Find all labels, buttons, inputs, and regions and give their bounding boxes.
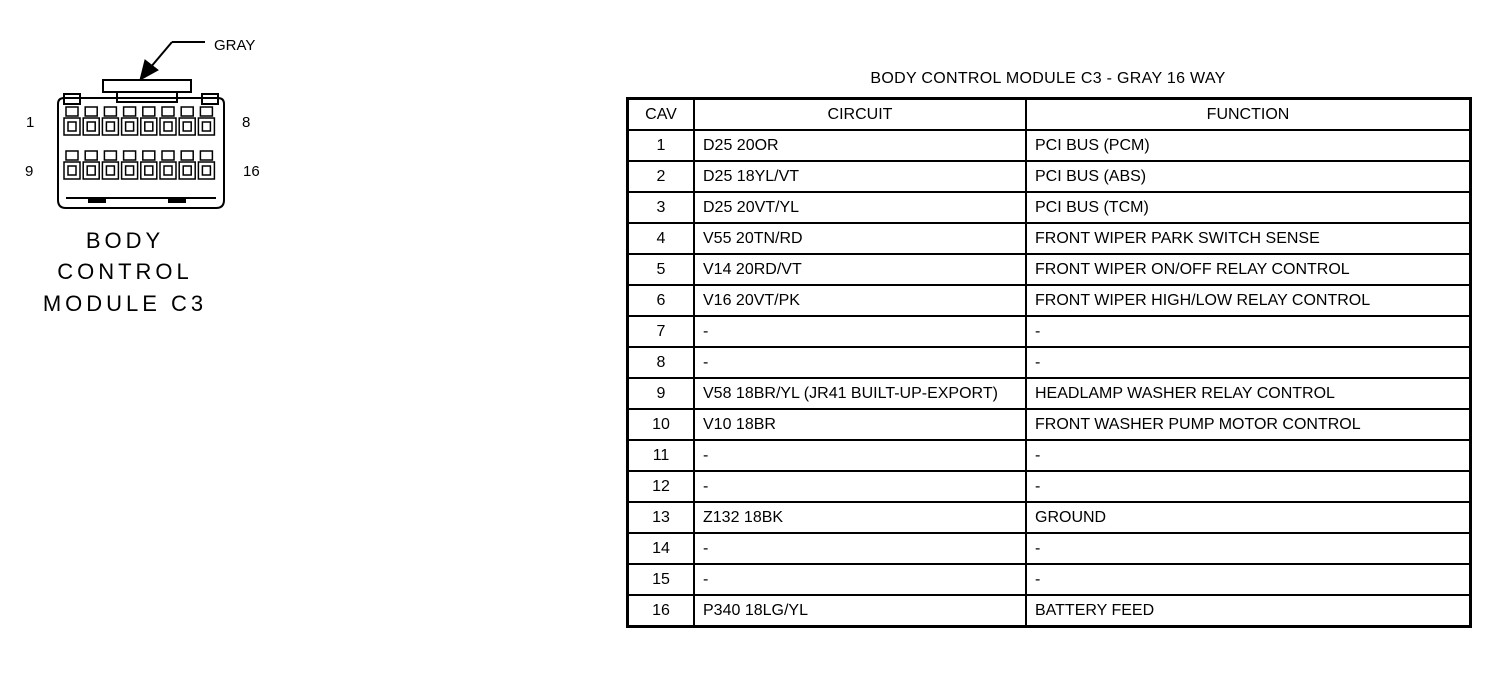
- pin-label-1: 1: [26, 114, 35, 131]
- cell-function: FRONT WASHER PUMP MOTOR CONTROL: [1026, 409, 1471, 440]
- cell-circuit: D25 20VT/YL: [694, 192, 1026, 223]
- cell-circuit: -: [694, 316, 1026, 347]
- cell-cav: 10: [628, 409, 695, 440]
- cell-function: -: [1026, 471, 1471, 502]
- cell-cav: 1: [628, 130, 695, 161]
- table-row: [628, 223, 1471, 254]
- cell-function: PCI BUS (TCM): [1026, 192, 1471, 223]
- cell-circuit: -: [694, 440, 1026, 471]
- table-row: [628, 347, 1471, 378]
- cell-function: FRONT WIPER ON/OFF RELAY CONTROL: [1026, 254, 1471, 285]
- cell-function: -: [1026, 347, 1471, 378]
- connector-cavity: [141, 107, 157, 135]
- cell-cav: 16: [628, 595, 695, 627]
- table-row: [628, 316, 1471, 347]
- table-row: [628, 409, 1471, 440]
- cell-cav: 5: [628, 254, 695, 285]
- table-row: [628, 161, 1471, 192]
- cell-cav: 14: [628, 533, 695, 564]
- table-row: [628, 130, 1471, 161]
- cell-function: PCI BUS (ABS): [1026, 161, 1471, 192]
- cell-cav: 11: [628, 440, 695, 471]
- connector-cavities: [64, 107, 214, 179]
- connector-cavity: [83, 107, 99, 135]
- cell-circuit: V16 20VT/PK: [694, 285, 1026, 316]
- connector-cavity: [141, 151, 157, 179]
- cell-circuit: -: [694, 564, 1026, 595]
- connector-cavity: [64, 107, 80, 135]
- cell-function: FRONT WIPER HIGH/LOW RELAY CONTROL: [1026, 285, 1471, 316]
- cell-cav: 12: [628, 471, 695, 502]
- connector-cavity: [64, 151, 80, 179]
- table-header-row: [628, 99, 1471, 131]
- connector-cavity: [102, 107, 118, 135]
- cell-function: -: [1026, 440, 1471, 471]
- connector-cavity: [179, 151, 195, 179]
- connector-name-line-3: MODULE C3: [42, 291, 208, 316]
- cell-function: -: [1026, 316, 1471, 347]
- table-row: [628, 192, 1471, 223]
- pin-label-9: 9: [25, 163, 34, 180]
- cell-circuit: V10 18BR: [694, 409, 1026, 440]
- connector-cavity: [122, 107, 138, 135]
- connector-name-line-1: BODY: [85, 228, 165, 253]
- pinout-table: [626, 97, 1472, 628]
- connector-housing: [58, 80, 224, 208]
- cell-cav: 2: [628, 161, 695, 192]
- cell-cav: 3: [628, 192, 695, 223]
- header-cav: CAV: [628, 99, 695, 131]
- cell-circuit: -: [694, 533, 1026, 564]
- cell-circuit: -: [694, 347, 1026, 378]
- cell-function: PCI BUS (PCM): [1026, 130, 1471, 161]
- cell-function: FRONT WIPER PARK SWITCH SENSE: [1026, 223, 1471, 254]
- pin-label-16: 16: [243, 163, 260, 180]
- connector-cavity: [160, 107, 176, 135]
- table-row: [628, 533, 1471, 564]
- cell-circuit: V14 20RD/VT: [694, 254, 1026, 285]
- connector-color-label: GRAY: [214, 37, 256, 54]
- table-row: [628, 502, 1471, 533]
- table-row: [628, 595, 1471, 627]
- header-function: FUNCTION: [1026, 99, 1471, 131]
- connector-cavity: [198, 107, 214, 135]
- cell-circuit: D25 18YL/VT: [694, 161, 1026, 192]
- connector-cavity: [198, 151, 214, 179]
- cell-cav: 7: [628, 316, 695, 347]
- connector-name-line-2: CONTROL: [57, 259, 193, 284]
- cell-circuit: V58 18BR/YL (JR41 BUILT-UP-EXPORT): [694, 378, 1026, 409]
- connector-cavity: [160, 151, 176, 179]
- cell-cav: 8: [628, 347, 695, 378]
- cell-circuit: V55 20TN/RD: [694, 223, 1026, 254]
- cell-circuit: D25 20OR: [694, 130, 1026, 161]
- cell-cav: 4: [628, 223, 695, 254]
- header-circuit: CIRCUIT: [694, 99, 1026, 131]
- table-row: [628, 254, 1471, 285]
- cell-function: -: [1026, 533, 1471, 564]
- table-row: [628, 440, 1471, 471]
- table-row: [628, 471, 1471, 502]
- cell-circuit: -: [694, 471, 1026, 502]
- cell-cav: 6: [628, 285, 695, 316]
- cell-function: BATTERY FEED: [1026, 595, 1471, 627]
- cell-circuit: Z132 18BK: [694, 502, 1026, 533]
- table-body: [628, 130, 1471, 627]
- pin-label-8: 8: [242, 114, 251, 131]
- cell-cav: 13: [628, 502, 695, 533]
- table-row: [628, 378, 1471, 409]
- color-callout-arrow: [140, 42, 205, 80]
- cell-function: GROUND: [1026, 502, 1471, 533]
- connector-cavity: [102, 151, 118, 179]
- cell-circuit: P340 18LG/YL: [694, 595, 1026, 627]
- table-row: [628, 285, 1471, 316]
- table-row: [628, 564, 1471, 595]
- cell-function: HEADLAMP WASHER RELAY CONTROL: [1026, 378, 1471, 409]
- cell-cav: 9: [628, 378, 695, 409]
- connector-cavity: [83, 151, 99, 179]
- table-title: BODY CONTROL MODULE C3 - GRAY 16 WAY: [870, 70, 1226, 87]
- cell-function: -: [1026, 564, 1471, 595]
- connector-cavity: [179, 107, 195, 135]
- connector-cavity: [122, 151, 138, 179]
- cell-cav: 15: [628, 564, 695, 595]
